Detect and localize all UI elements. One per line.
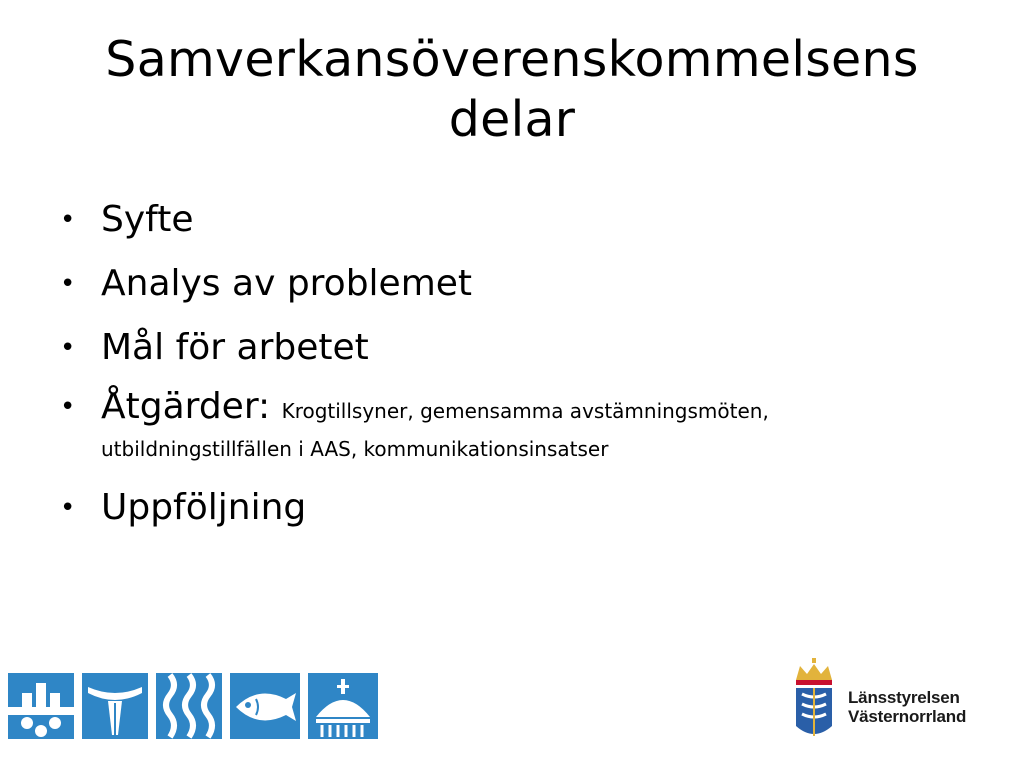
- bullet-item: [58, 326, 958, 370]
- organization-name: [848, 688, 966, 726]
- organization-logo: [790, 656, 990, 746]
- organization-name-line-2: Västernorrland: [848, 707, 967, 726]
- bullet-item: [58, 262, 958, 306]
- regional-symbol-tiles: [8, 673, 378, 739]
- bullet-text: Analys av problemet: [101, 263, 473, 304]
- bullet-marker: •: [60, 493, 76, 523]
- organization-name-line-1: Länsstyrelsen: [848, 688, 960, 707]
- bullet-text: Syfte: [101, 199, 194, 240]
- bullet-text: Mål för arbetet: [101, 327, 369, 368]
- bullet-marker: •: [60, 392, 76, 422]
- bullet-marker: •: [60, 205, 76, 235]
- bullet-text: Uppföljning: [101, 487, 307, 528]
- bullet-item: [58, 486, 958, 530]
- bullet-item: [58, 198, 958, 242]
- title-line-1: Samverkansöverenskommelsens: [105, 31, 919, 88]
- fish-tile-icon: [230, 673, 300, 739]
- bullet-detail: Krogtillsyner, gemensamma avstämningsmöten, utbildningstillfällen i AAS, kommunikationsinsatser: [101, 399, 769, 461]
- tree-tile-icon: [82, 673, 148, 739]
- bullet-marker: •: [60, 333, 76, 363]
- bullet-marker: •: [60, 269, 76, 299]
- dome-tile-icon: [308, 673, 378, 739]
- crown-tile-icon: [8, 673, 74, 739]
- bullet-item: [58, 386, 958, 466]
- bullet-list: [58, 198, 958, 550]
- slide-title: [60, 30, 964, 150]
- waves-tile-icon: [156, 673, 222, 739]
- title-line-2: delar: [448, 91, 576, 148]
- bullet-text: Åtgärder:: [101, 386, 271, 427]
- crest-icon: [790, 656, 838, 744]
